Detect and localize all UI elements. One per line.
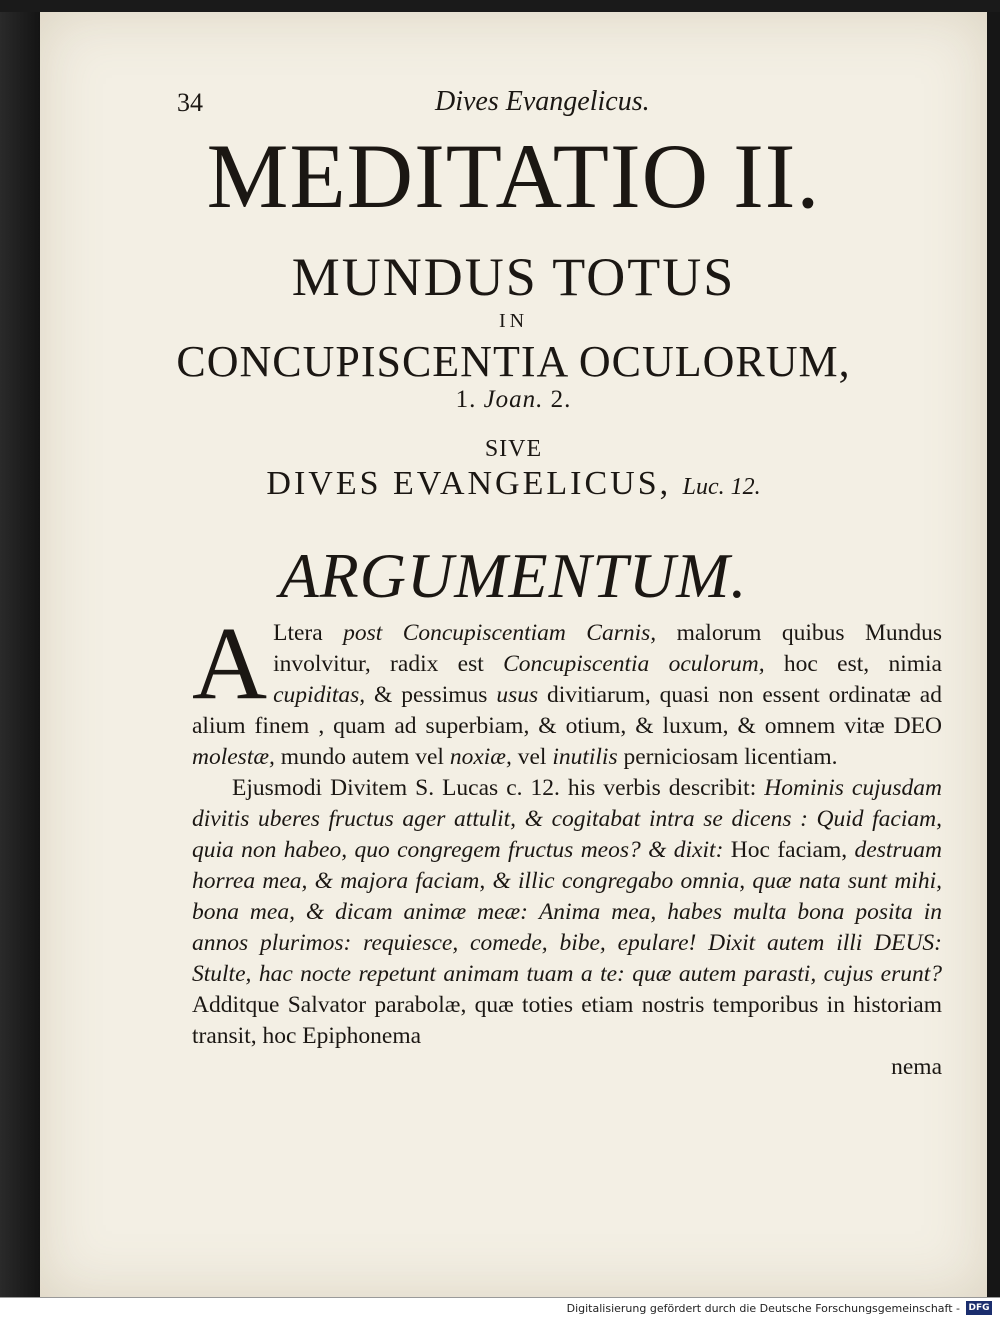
title-reference	[40, 387, 987, 412]
page-title: MEDITATIO II.	[206, 125, 821, 227]
italic-run: usus	[496, 682, 539, 708]
dfg-logo-icon: DFG	[966, 1301, 992, 1315]
catchword: nema	[891, 1054, 942, 1080]
title-in: IN	[498, 310, 529, 332]
italic-run: Dixit autem illi DEUS: Stulte, hac nocte repetunt animam tuam a te: quæ autem parasti, cujus erunt?	[192, 930, 943, 987]
text-run: divitiarum, quasi non essent ordinatæ ad alium finem , quam ad superbiam, & otium, & luxum, & omnem vitæ DEO	[192, 682, 942, 739]
text-run: perniciosam licentiam.	[617, 744, 838, 770]
text-run: & pessimus	[365, 682, 497, 708]
text-run	[528, 899, 539, 925]
drop-cap: A	[192, 606, 268, 721]
footer-credit: Digitalisierung gefördert durch die Deutsche Forschungsgemeinschaft -	[566, 1302, 960, 1315]
text-run: mundo autem vel	[274, 744, 450, 770]
italic-run: molestæ,	[192, 744, 275, 770]
dives-text: DIVES EVANGELICUS,	[266, 465, 672, 502]
text-run	[696, 930, 708, 956]
scan-border-right	[987, 12, 1000, 1297]
italic-run: noxiæ,	[449, 744, 512, 770]
italic-run: destruam horrea mea, & majora faciam, & illic congregabo omnia, quæ nata sunt mihi, bona mea, & dicam animæ meæ:	[192, 837, 942, 925]
ref-number: 1.	[455, 386, 477, 413]
dives-reference: Luc. 12.	[682, 474, 761, 500]
title-concupiscentia: CONCUPISCENTIA OCULORUM,	[176, 337, 851, 386]
text-run: malorum quibus Mundus involvitur, radix est	[273, 620, 942, 677]
text-run	[351, 930, 363, 956]
footer-bar	[0, 1297, 1000, 1320]
paragraph-2	[192, 773, 942, 1052]
title-subheading: MUNDUS TOTUS	[291, 247, 736, 307]
italic-run: inutilis	[552, 744, 618, 770]
section-heading: ARGUMENTUM.	[279, 540, 748, 611]
italic-run: requiesce, comede, bibe, epulare!	[363, 930, 697, 956]
text-run: Hoc faciam,	[723, 837, 855, 863]
scan-border-left	[0, 12, 40, 1297]
page-number: 34	[177, 88, 203, 117]
italic-run: Concupiscentia oculorum,	[503, 651, 765, 677]
text-run: Additque Salvator parabolæ, quæ toties etiam nostris temporibus in historiam transit, hoc Epiphonema	[192, 992, 942, 1049]
running-head: Dives Evangelicus.	[435, 86, 650, 117]
ref-book: Joan.	[483, 386, 544, 413]
book-page	[40, 12, 987, 1297]
text-run: hoc est, nimia	[764, 651, 942, 677]
italic-run: Hominis cujusdam divitis uberes fructus ager attulit, & cogitabat intra se dicens : Quid faciam, quia non habeo, quo congregem fructus meos? & dixit:	[192, 775, 942, 863]
italic-run: cupiditas,	[273, 682, 366, 708]
text-run: vel	[511, 744, 553, 770]
scan-border-top	[0, 0, 1000, 12]
italic-run: Anima mea, habes multa bona posita in annos plurimos:	[192, 899, 943, 956]
title-sive: SIVE	[484, 436, 543, 462]
italic-run: post Concupiscentiam Carnis,	[343, 620, 657, 646]
paragraph-1	[192, 606, 942, 773]
text-run: Ejusmodi Divitem S. Lucas c. 12. his verbis describit:	[232, 775, 765, 801]
ref-chapter: 2.	[550, 386, 572, 413]
title-dives	[40, 467, 987, 501]
text-run: Ltera	[273, 620, 344, 646]
body-text	[192, 606, 943, 1083]
